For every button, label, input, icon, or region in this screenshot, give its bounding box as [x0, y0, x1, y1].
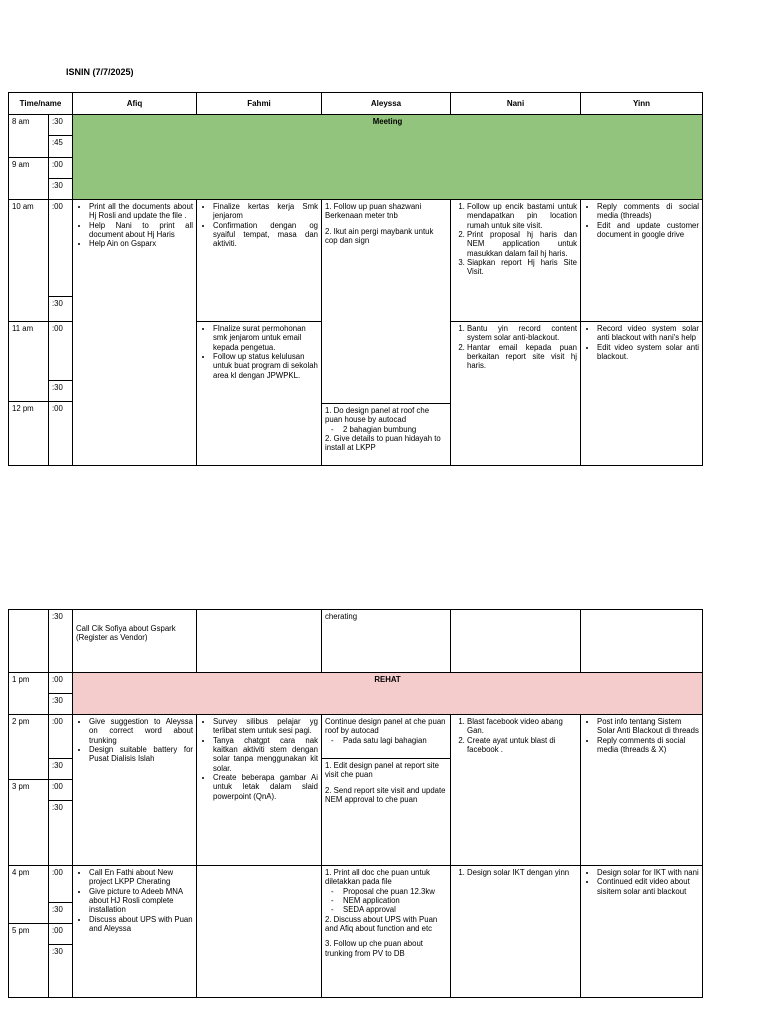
list-item: • Help Ain on Gsparx [89, 239, 193, 248]
list-item: • Discuss about UPS with Puan and Aleyssa [89, 915, 193, 934]
nani-1230-cell [451, 610, 581, 673]
schedule-table-afternoon [8, 609, 703, 998]
list-item: • Edit and update customer document in google drive [597, 221, 699, 240]
minute-label: :30 [49, 179, 73, 200]
yinn-1230-cell [581, 610, 703, 673]
task-line: 1. Follow up puan shazwani Berkenaan meter tnb [325, 202, 422, 221]
list-item: • Call En Fathi about New project LKPP Cherating [89, 868, 193, 887]
yinn-4pm-cell [581, 866, 703, 998]
list-item: - 2 bahagian bumbung [343, 425, 447, 434]
task-line: Call Cik Sofiya about Gspark (Register as Vendor) [76, 624, 176, 643]
list-item: • Reply comments di social media (threads) [597, 202, 699, 221]
hour-9am: 9 am [9, 158, 49, 200]
task-line: cherating [325, 612, 358, 621]
task-line: 1. Edit design panel at report site visit che puan [325, 761, 439, 780]
hour-10am: 10 am [9, 200, 49, 322]
aleyssa-1230-cell [322, 610, 451, 673]
hour-3pm: 3 pm [9, 780, 49, 866]
list-item: • Create beberapa gambar Ai untuk letak dalam slaid powerpoint (QnA). [213, 773, 318, 801]
list-item: • Tanya chatgpt cara nak kaitkan aktiviti stem dengan solar tanpa menggunakan kit solar. [213, 736, 318, 773]
col-header-aleyssa: Aleyssa [322, 93, 451, 115]
list-item: • Finalize kertas kerja Smk jenjarom [213, 202, 318, 221]
task-line: 2. Send report site visit and update NEM approval to che puan [325, 785, 446, 805]
minute-label: :00 [49, 200, 73, 297]
afiq-10am-cell [73, 200, 197, 466]
hour-11am: 11 am [9, 322, 49, 402]
minute-label: :00 [49, 780, 73, 801]
fahmi-11am-cell [197, 322, 322, 466]
day-title: ISNIN (7/7/2025) [66, 67, 134, 77]
minute-label: :30 [49, 297, 73, 322]
fahmi-2pm-cell [197, 715, 322, 866]
list-item: • Record video system solar anti blackout with nani's help [597, 324, 699, 343]
list-item: - NEM application [343, 896, 447, 905]
list-item: - SEDA approval [343, 905, 447, 914]
col-header-time: Time/name [9, 93, 73, 115]
afiq-2pm-cell [73, 715, 197, 866]
list-item: 1. Blast facebook video abang Gan. [467, 717, 577, 736]
hour-1pm: 1 pm [9, 673, 49, 715]
list-item: • Follow up status kelulusan untuk buat program di sekolah area kl dengan JPWPKL. [213, 352, 318, 380]
list-item: - Pada satu lagi bahagian [343, 736, 447, 745]
list-item: 2. Create ayat untuk blast di facebook . [467, 736, 577, 755]
list-item: - Proposal che puan 12.3kw [343, 887, 447, 896]
list-item: 3. Siapkan report Hj haris Site Visit. [467, 258, 577, 277]
hour-empty [9, 610, 49, 673]
task-line: 1. Do design panel at roof che puan house by autocad [325, 406, 430, 425]
minute-label: :00 [49, 402, 73, 466]
yinn-11am-cell [581, 322, 703, 466]
aleyssa-10am-cell [322, 200, 451, 404]
minute-label: :30 [49, 903, 73, 924]
task-line: 2. Ikut ain pergi maybank untuk cop dan sign [325, 226, 434, 246]
hour-8am: 8 am [9, 115, 49, 158]
task-line: 2. Discuss about UPS with Puan and Afiq about function and etc [325, 914, 438, 934]
nani-2pm-cell [451, 715, 581, 866]
hour-12pm: 12 pm [9, 402, 49, 466]
fahmi-4pm-cell [197, 866, 322, 998]
list-item: • Give picture to Adeeb MNA about HJ Rosli complete installation [89, 887, 193, 915]
minute-label: :00 [49, 673, 73, 694]
fahmi-10am-cell [197, 200, 322, 322]
list-item: • Reply comments di social media (threads & X) [597, 736, 699, 755]
list-item: 1. Follow up encik bastami untuk mendapatkan pin location rumah untuk site visit. [467, 202, 577, 230]
list-item: • Help Nani to print all document about Hj Haris [89, 221, 193, 240]
minute-label: :00 [49, 715, 73, 759]
minute-label: :30 [49, 381, 73, 402]
minute-label: :30 [49, 945, 73, 998]
aleyssa-12pm-cell [322, 404, 451, 466]
task-line: Continue design panel at che puan roof by autocad [325, 717, 446, 736]
hour-4pm: 4 pm [9, 866, 49, 924]
meeting-banner: Meeting [73, 115, 703, 200]
list-item: 2. Print proposal hj haris dan NEM application untuk masukkan dalam fail hj haris. [467, 230, 577, 258]
aleyssa-2pm-cell [322, 715, 451, 759]
nani-4pm-cell [451, 866, 581, 998]
col-header-afiq: Afiq [73, 93, 197, 115]
minute-label: :30 [49, 759, 73, 780]
task-line: 3. Follow up che puan about trunking from PV to DB [325, 939, 423, 958]
schedule-table-morning [8, 92, 703, 466]
minute-label: :00 [49, 924, 73, 945]
task-line: 1. Print all doc che puan untuk diletakkan pada file [325, 868, 430, 887]
minute-label: :00 [49, 866, 73, 903]
afiq-4pm-cell [73, 866, 197, 998]
yinn-2pm-cell [581, 715, 703, 866]
minute-label: :00 [49, 322, 73, 381]
task-line: 2. Give details to puan hidayah to install at LKPP [325, 434, 441, 453]
list-item: • Design solar for IKT with nani [597, 868, 699, 877]
aleyssa-4pm-cell [322, 866, 451, 998]
nani-10am-cell [451, 200, 581, 322]
col-header-nani: Nani [451, 93, 581, 115]
list-item: • Edit video system solar anti blackout. [597, 343, 699, 362]
minute-label: :45 [49, 136, 73, 158]
aleyssa-230pm-cell [322, 759, 451, 866]
minute-label: :30 [49, 801, 73, 866]
list-item: • FInalize surat permohonan smk jenjarom untuk email kepada pengetua. [213, 324, 318, 352]
nani-11am-cell [451, 322, 581, 466]
col-header-yinn: Yinn [581, 93, 703, 115]
hour-5pm: 5 pm [9, 924, 49, 998]
list-item: 1. Design solar IKT dengan yinn [467, 868, 577, 877]
list-item: • Print all the documents about Hj Rosli and update the file . [89, 202, 193, 221]
list-item: 2. Hantar email kepada puan berkaitan report site visit hj haris. [467, 343, 577, 371]
yinn-10am-cell [581, 200, 703, 322]
fahmi-1230-cell [197, 610, 322, 673]
list-item: • Continued edit video about sisitem solar anti blackout [597, 877, 699, 896]
minute-label: :30 [49, 694, 73, 715]
minute-label: :30 [49, 610, 73, 673]
list-item: • Give suggestion to Aleyssa on correct word about trunking [89, 717, 193, 745]
list-item: 1. Bantu yin record content system solar anti-blackout. [467, 324, 577, 343]
list-item: • Survey silibus pelajar yg terlibat stem untuk sesi pagi. [213, 717, 318, 736]
header-row [9, 93, 703, 115]
list-item: • Design suitable battery for Pusat Dialisis Islah [89, 745, 193, 764]
list-item: • Confirmation dengan og syaiful tempat, masa dan aktiviti. [213, 221, 318, 249]
rehat-banner: REHAT [73, 673, 703, 715]
col-header-fahmi: Fahmi [197, 93, 322, 115]
list-item: • Post info tentang Sistem Solar Anti Blackout di threads [597, 717, 699, 736]
hour-2pm: 2 pm [9, 715, 49, 780]
minute-label: :30 [49, 115, 73, 136]
minute-label: :00 [49, 158, 73, 179]
afiq-1230-cell [73, 610, 197, 673]
